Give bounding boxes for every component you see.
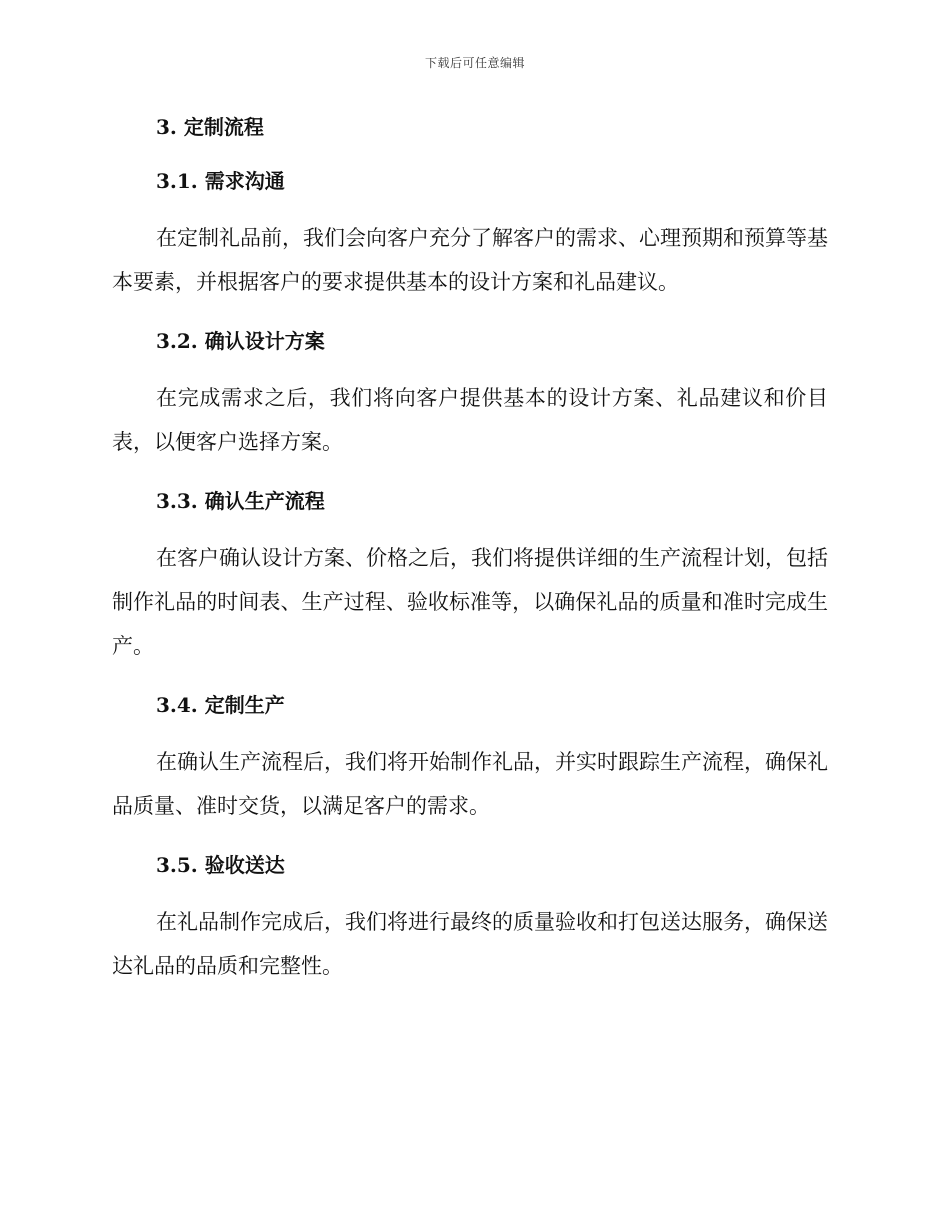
subsection-title-3-4: 3.4. 定制生产 (156, 693, 285, 717)
subsection-body-3-1: 在定制礼品前，我们会向客户充分了解客户的需求、心理预期和预算等基本要素，并根据客户的要求提供基本的设计方案和礼品建议。 (112, 226, 828, 294)
subsection-title-3-1: 3.1. 需求沟通 (156, 169, 285, 193)
section-title: 3. 定制流程 (156, 115, 264, 139)
subsection-body-3-3: 在客户确认设计方案、价格之后，我们将提供详细的生产流程计划，包括制作礼品的时间表、生产过程、验收标准等，以确保礼品的质量和准时完成生产。 (112, 546, 828, 658)
subsection-title-3-2: 3.2. 确认设计方案 (156, 329, 325, 353)
subsection-body-3-5: 在礼品制作完成后，我们将进行最终的质量验收和打包送达服务，确保送达礼品的品质和完整性。 (112, 910, 828, 978)
subsection-body-3-4: 在确认生产流程后，我们将开始制作礼品，并实时跟踪生产流程，确保礼品质量、准时交货，以满足客户的需求。 (112, 750, 828, 818)
subsection-title-3-5: 3.5. 验收送达 (156, 853, 285, 877)
header-note: 下载后可任意编辑 (424, 56, 525, 70)
document-content (112, 110, 828, 1008)
subsection-title-3-3: 3.3. 确认生产流程 (156, 489, 325, 513)
subsection-body-3-2: 在完成需求之后，我们将向客户提供基本的设计方案、礼品建议和价目表，以便客户选择方案。 (112, 386, 828, 454)
